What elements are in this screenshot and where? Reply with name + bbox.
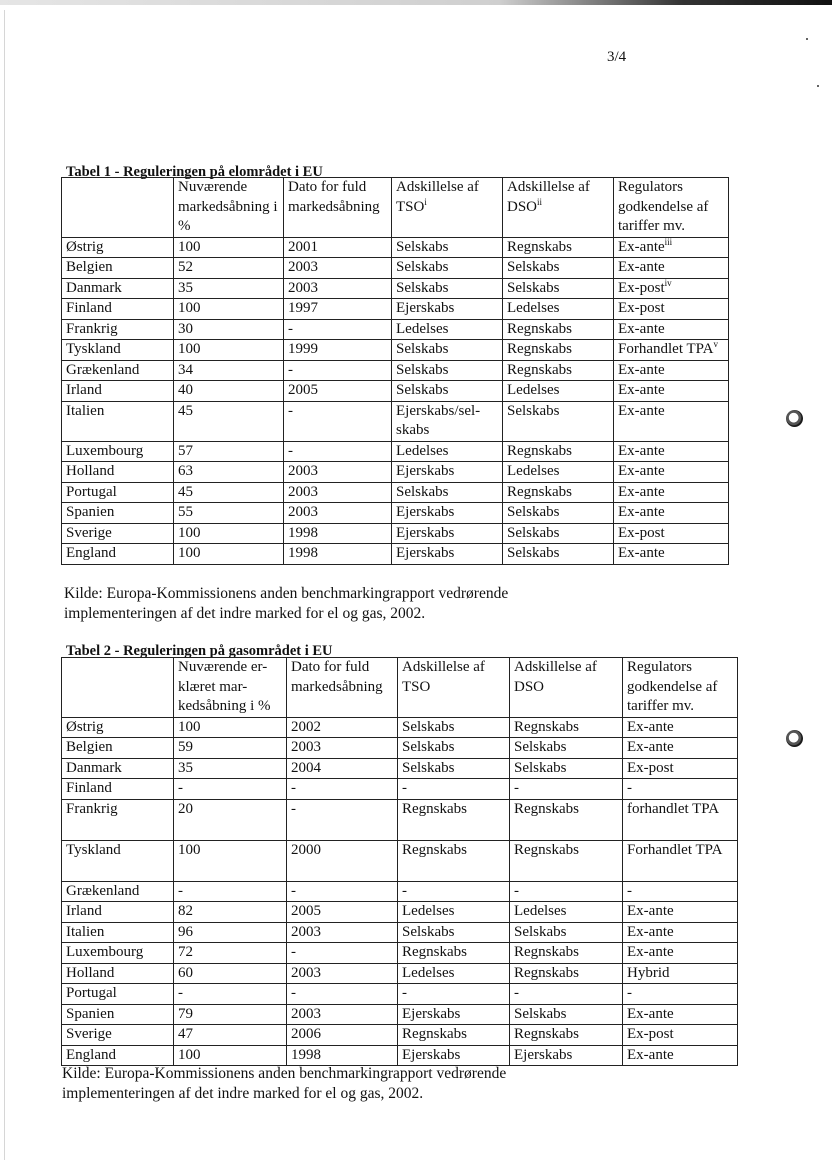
table2-caption: Tabel 2 - Reguleringen på gasområdet i EU [66, 643, 333, 659]
opening-cell: 57 [174, 441, 284, 462]
date-cell: - [287, 779, 398, 800]
regulator-cell: Ex-ante [623, 943, 738, 964]
tso-cell: Regnskabs [398, 799, 510, 840]
tso-cell: Selskabs [398, 922, 510, 943]
opening-cell: 55 [174, 503, 284, 524]
tso-cell: Regnskabs [398, 840, 510, 881]
table-row [62, 943, 738, 964]
country-cell: Portugal [62, 984, 174, 1005]
table-row [62, 381, 729, 402]
footnote-marker: i [424, 196, 427, 207]
country-cell: Danmark [62, 758, 174, 779]
dso-cell: Selskabs [503, 503, 614, 524]
table1-source: Kilde: Europa-Kommissionens anden benchmarkingrapport vedrørende implementeringen af det indre marked for el og gas, 2002. [64, 585, 509, 622]
dso-cell: Regnskabs [510, 943, 623, 964]
opening-cell: 40 [174, 381, 284, 402]
footnote-marker: v [713, 339, 718, 349]
table-row [62, 840, 738, 881]
date-cell: 1999 [284, 340, 392, 361]
table2-header-dso: Adskillelse af DSO [510, 658, 623, 718]
footnote-marker: iv [664, 278, 672, 288]
opening-cell: 63 [174, 462, 284, 483]
date-cell: 2003 [287, 963, 398, 984]
tso-cell: Ejerskabs [392, 544, 503, 565]
dso-cell: Regnskabs [510, 717, 623, 738]
opening-cell: 100 [174, 717, 287, 738]
tso-cell: Ejerskabs [398, 1004, 510, 1025]
dso-cell: Regnskabs [503, 360, 614, 381]
table-row [62, 523, 729, 544]
tso-cell: Ejerskabs/sel-skabs [392, 401, 503, 441]
table-row [62, 799, 738, 840]
table-row [62, 779, 738, 800]
table-row [62, 482, 729, 503]
table-row [62, 441, 729, 462]
dso-cell: - [510, 881, 623, 902]
table2-header-date: Dato for fuld markedsåbning [287, 658, 398, 718]
date-cell: 2003 [287, 1004, 398, 1025]
tso-cell: Selskabs [398, 717, 510, 738]
table2-header-country [62, 658, 174, 718]
table-row [62, 237, 729, 258]
dso-cell: Regnskabs [503, 441, 614, 462]
opening-cell: 100 [174, 237, 284, 258]
dso-cell: Selskabs [510, 758, 623, 779]
table-row [62, 738, 738, 759]
table1-header-country [62, 178, 174, 238]
country-cell: Portugal [62, 482, 174, 503]
table2-header-tso: Adskillelse af TSO [398, 658, 510, 718]
dso-cell: Selskabs [503, 401, 614, 441]
date-cell: 2005 [287, 902, 398, 923]
dso-cell: - [510, 984, 623, 1005]
tso-cell: Selskabs [392, 237, 503, 258]
footnote-marker: ii [537, 196, 543, 207]
scan-left-edge [4, 10, 5, 1160]
regulator-cell: Ex-ante [623, 902, 738, 923]
regulator-cell: Ex-ante [614, 319, 729, 340]
regulator-cell: forhandlet TPA [623, 799, 738, 840]
table2-source: Kilde: Europa-Kommissionens anden benchmarkingrapport vedrørende implementeringen af det indre marked for el og gas, 2002. [62, 1065, 507, 1102]
country-cell: Østrig [62, 717, 174, 738]
date-cell: - [284, 441, 392, 462]
table-row [62, 1025, 738, 1046]
opening-cell: 82 [174, 902, 287, 923]
table-row [62, 1045, 738, 1066]
table-row [62, 319, 729, 340]
tso-cell: Selskabs [398, 758, 510, 779]
table-row [62, 1004, 738, 1025]
opening-cell: 96 [174, 922, 287, 943]
table1-header-tso: Adskillelse af TSO$^i$ [392, 178, 503, 238]
opening-cell: 100 [174, 840, 287, 881]
punch-hole-icon [786, 730, 803, 747]
country-cell: Sverige [62, 523, 174, 544]
opening-cell: 100 [174, 1045, 287, 1066]
punch-hole-icon [786, 410, 803, 427]
table-row [62, 258, 729, 279]
tso-cell: Selskabs [392, 482, 503, 503]
dso-cell: Selskabs [510, 922, 623, 943]
date-cell: 2002 [287, 717, 398, 738]
dso-cell: Regnskabs [503, 340, 614, 361]
table2-header-opening: Nuværende er-klæret mar-kedsåbning i % [174, 658, 287, 718]
regulator-cell: Ex-post [614, 523, 729, 544]
opening-cell: 35 [174, 758, 287, 779]
tso-cell: Ejerskabs [392, 503, 503, 524]
opening-cell: 30 [174, 319, 284, 340]
opening-cell: - [174, 984, 287, 1005]
regulator-cell: Forhandlet TPA [623, 840, 738, 881]
tso-cell: - [398, 984, 510, 1005]
regulator-cell: Ex-ante [623, 738, 738, 759]
tso-cell: Selskabs [392, 278, 503, 299]
opening-cell: 34 [174, 360, 284, 381]
regulator-cell: Ex-ante [614, 482, 729, 503]
country-cell: Grækenland [62, 881, 174, 902]
table-row [62, 401, 729, 441]
dso-cell: Regnskabs [503, 482, 614, 503]
dso-cell: Selskabs [503, 278, 614, 299]
dso-cell: Ejerskabs [510, 1045, 623, 1066]
tso-cell: Ledelses [398, 963, 510, 984]
table1-header-opening: Nuværende markedsåbning i % [174, 178, 284, 238]
scan-top-edge [0, 0, 832, 5]
date-cell: 1997 [284, 299, 392, 320]
dso-cell: Ledelses [503, 462, 614, 483]
table-row [62, 902, 738, 923]
dso-cell: - [510, 779, 623, 800]
regulator-cell: Ex-ante [614, 441, 729, 462]
regulator-cell: - [623, 984, 738, 1005]
footnote-marker: iii [664, 237, 673, 247]
country-cell: Danmark [62, 278, 174, 299]
regulator-cell: Ex-ante [623, 1004, 738, 1025]
tso-cell: Ledelses [392, 319, 503, 340]
country-cell: Holland [62, 963, 174, 984]
opening-cell: 79 [174, 1004, 287, 1025]
opening-cell: 100 [174, 340, 284, 361]
dso-cell: Selskabs [510, 1004, 623, 1025]
table-row [62, 963, 738, 984]
opening-cell: 100 [174, 299, 284, 320]
country-cell: Østrig [62, 237, 174, 258]
country-cell: Grækenland [62, 360, 174, 381]
table1-caption: Tabel 1 - Reguleringen på elområdet i EU [66, 164, 323, 180]
regulator-cell: Ex-post [614, 299, 729, 320]
country-cell: Sverige [62, 1025, 174, 1046]
regulator-cell: Ex-ante [614, 381, 729, 402]
country-cell: Tyskland [62, 340, 174, 361]
date-cell: 1998 [284, 544, 392, 565]
regulator-cell: Ex-post [623, 1025, 738, 1046]
regulator-cell: Ex-ante [614, 503, 729, 524]
opening-cell: 52 [174, 258, 284, 279]
date-cell: 2000 [287, 840, 398, 881]
country-cell: England [62, 1045, 174, 1066]
tso-cell: Ledelses [392, 441, 503, 462]
country-cell: Finland [62, 299, 174, 320]
country-cell: Spanien [62, 1004, 174, 1025]
table-row [62, 340, 729, 361]
regulator-cell: Ex-ante [614, 360, 729, 381]
opening-cell: - [174, 779, 287, 800]
table-row [62, 278, 729, 299]
table-row [62, 922, 738, 943]
regulator-cell: Ex-post [623, 758, 738, 779]
tso-cell: - [398, 881, 510, 902]
table-row [62, 544, 729, 565]
country-cell: Belgien [62, 738, 174, 759]
scan-speck [806, 38, 808, 40]
regulator-cell: Ex-ante [623, 922, 738, 943]
date-cell: 2003 [284, 258, 392, 279]
dso-cell: Selskabs [503, 258, 614, 279]
tso-cell: Ledelses [398, 902, 510, 923]
table-row [62, 758, 738, 779]
dso-cell: Regnskabs [503, 319, 614, 340]
table-row [62, 717, 738, 738]
tso-cell: Ejerskabs [392, 462, 503, 483]
opening-cell: 60 [174, 963, 287, 984]
opening-cell: 100 [174, 544, 284, 565]
dso-cell: Ledelses [503, 381, 614, 402]
opening-cell: 100 [174, 523, 284, 544]
date-cell: 2003 [284, 482, 392, 503]
country-cell: Spanien [62, 503, 174, 524]
dso-cell: Selskabs [503, 544, 614, 565]
date-cell: - [287, 799, 398, 840]
dso-cell: Regnskabs [510, 1025, 623, 1046]
tso-cell: Selskabs [392, 340, 503, 361]
table2-header-row [62, 658, 738, 718]
country-cell: Luxembourg [62, 441, 174, 462]
regulator-cell: Ex-ante [614, 462, 729, 483]
regulator-cell: Ex-ante [614, 258, 729, 279]
opening-cell: 59 [174, 738, 287, 759]
date-cell: 1998 [287, 1045, 398, 1066]
table-row [62, 462, 729, 483]
date-cell: 2003 [287, 738, 398, 759]
table1-header-dso: Adskillelse af DSO$^{ii}$ [503, 178, 614, 238]
tso-cell: Regnskabs [398, 1025, 510, 1046]
country-cell: Holland [62, 462, 174, 483]
country-cell: England [62, 544, 174, 565]
table-row [62, 984, 738, 1005]
regulator-cell: Ex-ante [623, 1045, 738, 1066]
regulator-cell: - [623, 881, 738, 902]
date-cell: 1998 [284, 523, 392, 544]
table-row [62, 299, 729, 320]
table2-header-regulator: Regulators godkendelse af tariffer mv. [623, 658, 738, 718]
table-row [62, 503, 729, 524]
opening-cell: 35 [174, 278, 284, 299]
opening-cell: 45 [174, 401, 284, 441]
date-cell: - [284, 319, 392, 340]
date-cell: 2004 [287, 758, 398, 779]
date-cell: 2006 [287, 1025, 398, 1046]
page-number: 3/4 [607, 49, 627, 65]
table2 [61, 657, 738, 1066]
opening-cell: 20 [174, 799, 287, 840]
scan-speck [817, 85, 819, 87]
tso-cell: - [398, 779, 510, 800]
country-cell: Tyskland [62, 840, 174, 881]
regulator-cell: Ex-ante$^{iii}$ [614, 237, 729, 258]
regulator-cell: Ex-ante [614, 544, 729, 565]
opening-cell: 47 [174, 1025, 287, 1046]
country-cell: Italien [62, 922, 174, 943]
date-cell: 2003 [284, 503, 392, 524]
dso-cell: Regnskabs [510, 799, 623, 840]
table1-header-date: Dato for fuld markedsåbning [284, 178, 392, 238]
date-cell: 2003 [287, 922, 398, 943]
country-cell: Frankrig [62, 799, 174, 840]
tso-cell: Regnskabs [398, 943, 510, 964]
date-cell: 2001 [284, 237, 392, 258]
table1-header-row [62, 178, 729, 238]
country-cell: Finland [62, 779, 174, 800]
dso-cell: Ledelses [510, 902, 623, 923]
dso-cell: Regnskabs [510, 963, 623, 984]
country-cell: Irland [62, 902, 174, 923]
country-cell: Frankrig [62, 319, 174, 340]
dso-cell: Ledelses [503, 299, 614, 320]
date-cell: - [287, 984, 398, 1005]
tso-cell: Selskabs [392, 381, 503, 402]
regulator-cell: - [623, 779, 738, 800]
tso-cell: Selskabs [392, 258, 503, 279]
date-cell: - [287, 881, 398, 902]
opening-cell: - [174, 881, 287, 902]
regulator-cell: Hybrid [623, 963, 738, 984]
country-cell: Belgien [62, 258, 174, 279]
date-cell: 2003 [284, 278, 392, 299]
opening-cell: 72 [174, 943, 287, 964]
table-row [62, 360, 729, 381]
country-cell: Luxembourg [62, 943, 174, 964]
tso-cell: Ejerskabs [392, 523, 503, 544]
country-cell: Irland [62, 381, 174, 402]
date-cell: 2005 [284, 381, 392, 402]
dso-cell: Selskabs [503, 523, 614, 544]
regulator-cell: Ex-ante [614, 401, 729, 441]
tso-cell: Selskabs [398, 738, 510, 759]
tso-cell: Ejerskabs [392, 299, 503, 320]
tso-cell: Selskabs [392, 360, 503, 381]
table1-header-regulator: Regulators godkendelse af tariffer mv. [614, 178, 729, 238]
country-cell: Italien [62, 401, 174, 441]
regulator-cell: Forhandlet TPA$^v$ [614, 340, 729, 361]
tso-cell: Ejerskabs [398, 1045, 510, 1066]
regulator-cell: Ex-post$^{iv}$ [614, 278, 729, 299]
date-cell: - [284, 360, 392, 381]
regulator-cell: Ex-ante [623, 717, 738, 738]
date-cell: - [284, 401, 392, 441]
date-cell: 2003 [284, 462, 392, 483]
dso-cell: Selskabs [510, 738, 623, 759]
dso-cell: Regnskabs [510, 840, 623, 881]
date-cell: - [287, 943, 398, 964]
table-row [62, 881, 738, 902]
dso-cell: Regnskabs [503, 237, 614, 258]
opening-cell: 45 [174, 482, 284, 503]
table1 [61, 177, 729, 565]
